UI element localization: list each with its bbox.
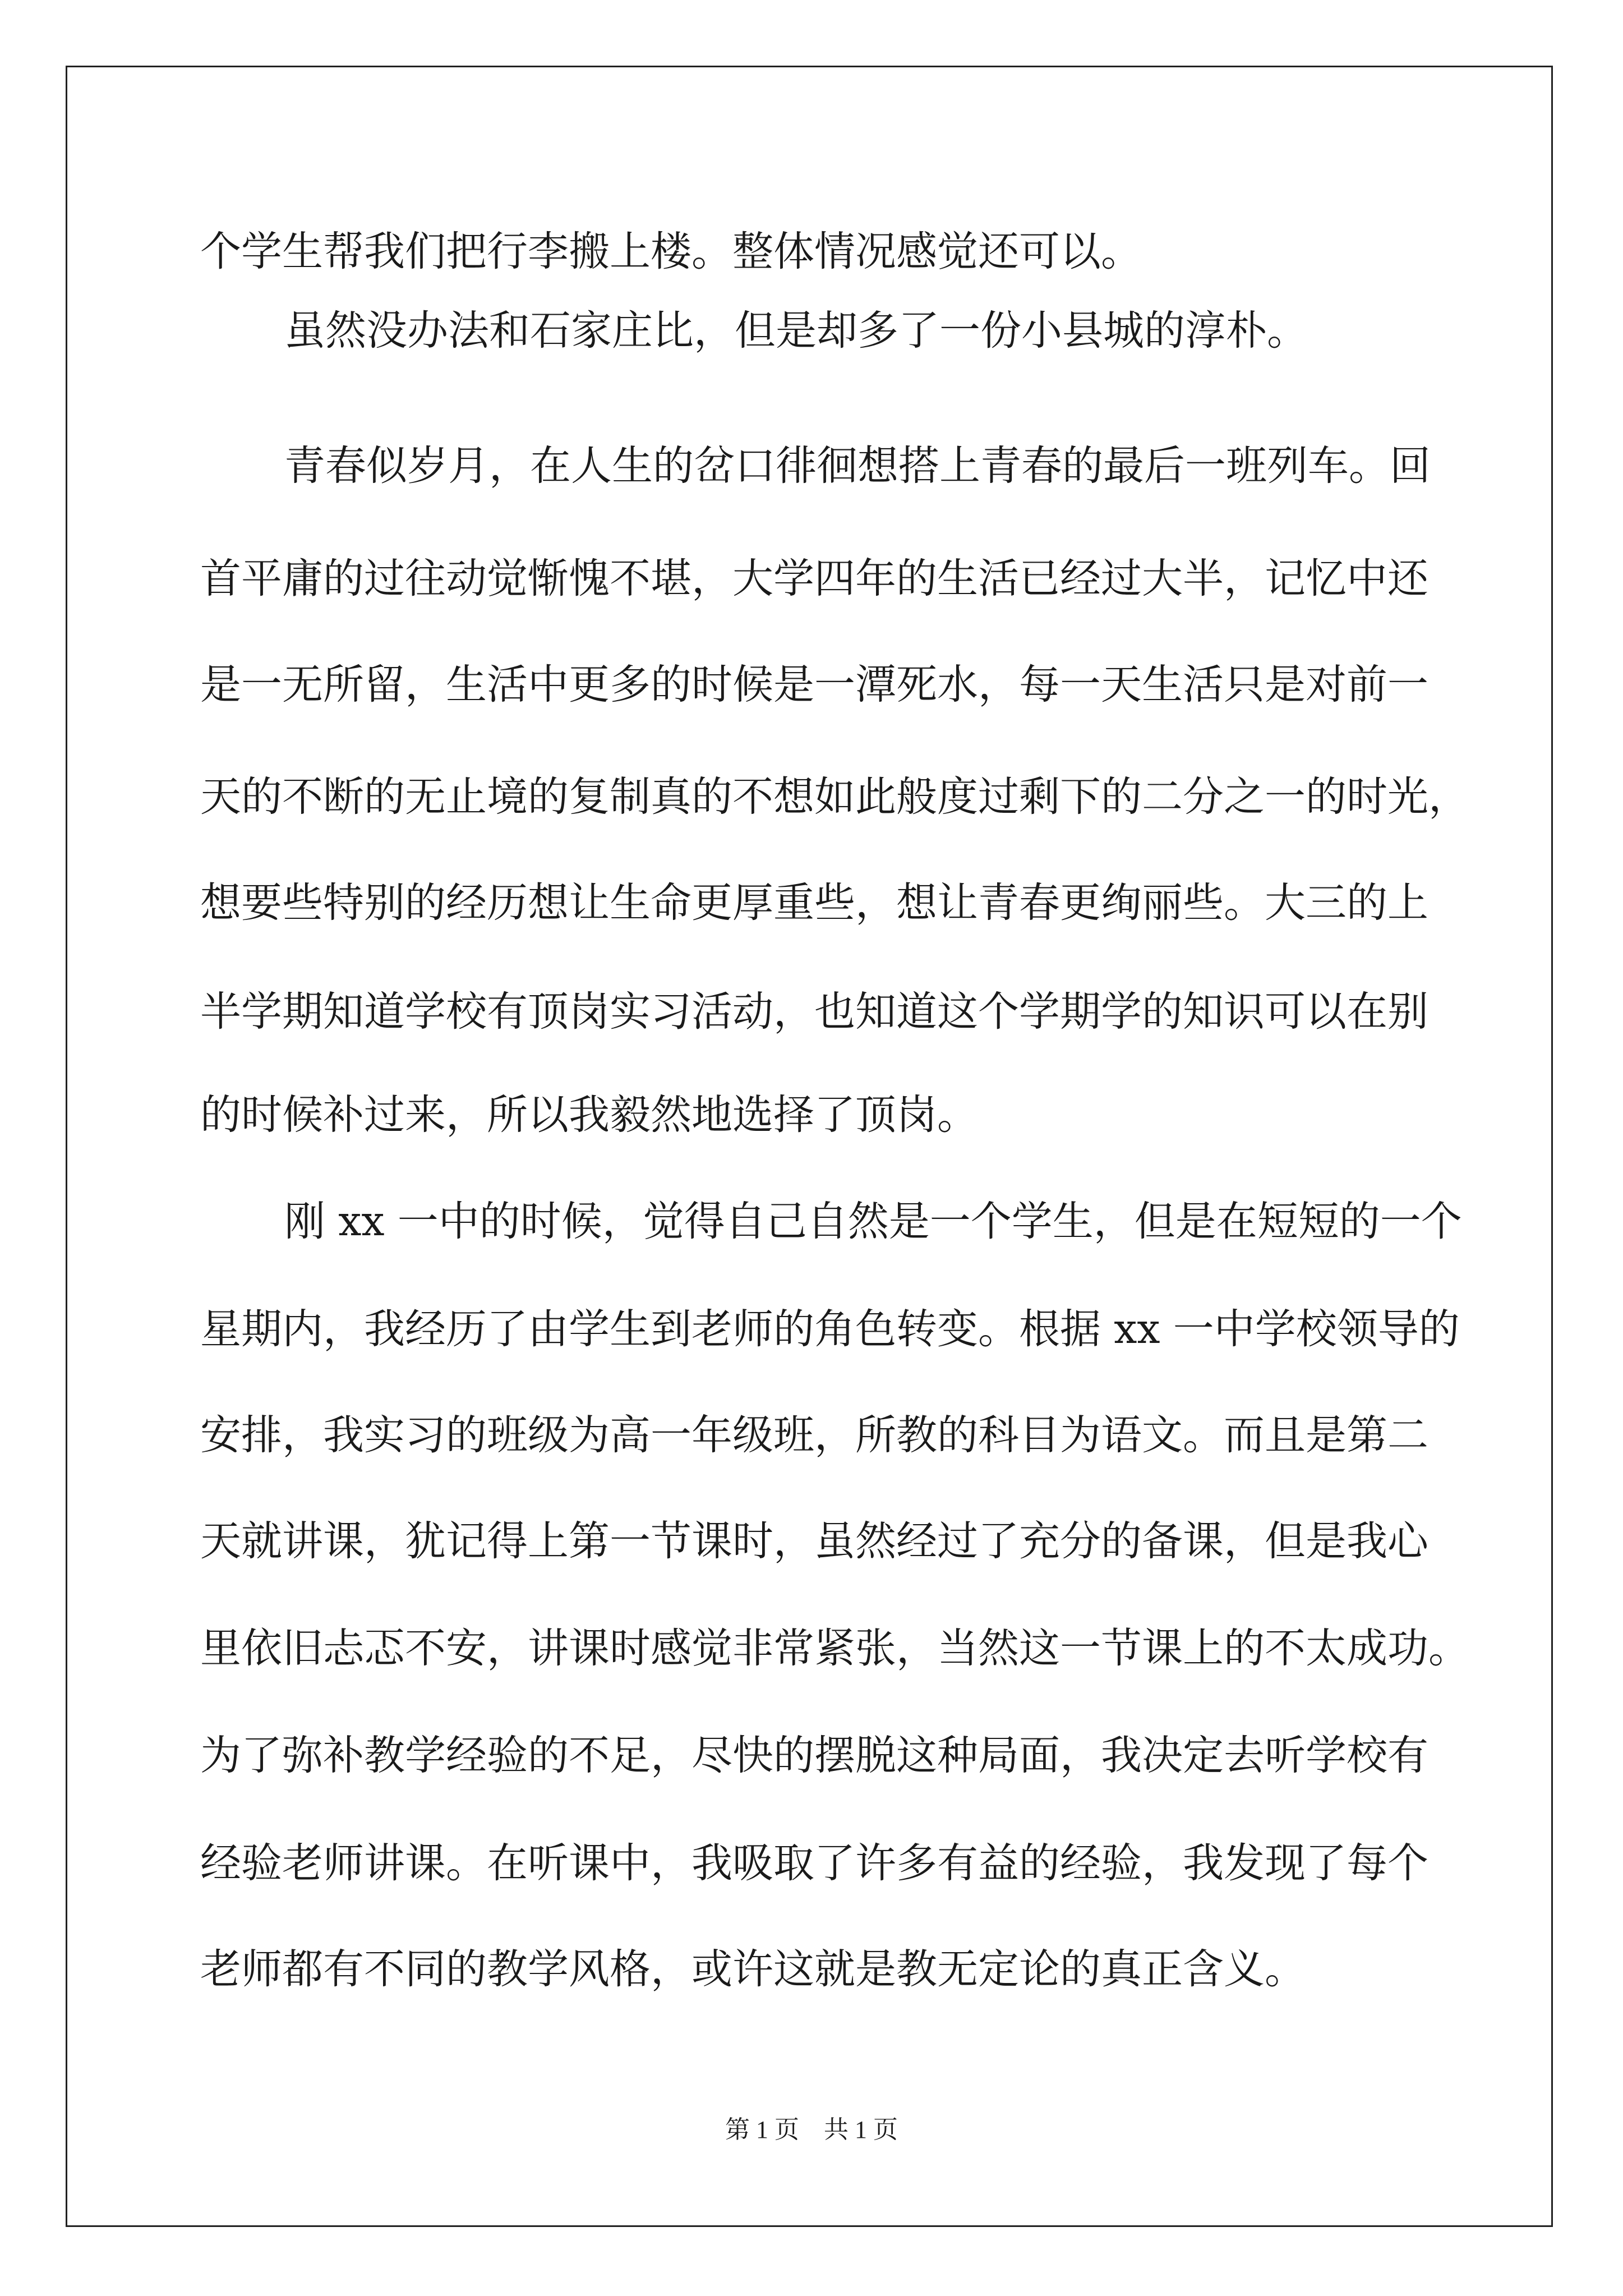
text-line: 是一无所留，生活中更多的时候是一潭死水，每一天生活只是对前一 (200, 661, 1428, 708)
page-number-footer: 第 1 页 共 1 页 (725, 2116, 898, 2143)
text-line: 里依旧忐忑不安，讲课时感觉非常紧张，当然这一节课上的不太成功。 (200, 1625, 1469, 1672)
text-line: 半学期知道学校有顶岗实习活动，也知道这个学期学的知识可以在别 (200, 988, 1428, 1036)
text-line: 的时候补过来，所以我毅然地选择了顶岗。 (200, 1091, 978, 1139)
text-line: 天就讲课，犹记得上第一节课时，虽然经过了充分的备课，但是我心 (200, 1517, 1428, 1565)
text-line: 青春似岁月，在人生的岔口徘徊想搭上青春的最后一班列车。回 (284, 442, 1431, 490)
text-line: 虽然没办法和石家庄比，但是却多了一份小县城的淳朴。 (284, 307, 1308, 355)
text-line: 星期内，我经历了由学生到老师的角色转变。根据 xx 一中学校领导的 (200, 1305, 1460, 1353)
page-border (66, 66, 1553, 2227)
text-line: 想要些特别的经历想让生命更厚重些，想让青春更绚丽些。大三的上 (200, 879, 1428, 927)
text-line: 个学生帮我们把行李搬上楼。整体情况感觉还可以。 (200, 228, 1142, 275)
text-line: 首平庸的过往动觉惭愧不堪，大学四年的生活已经过大半，记忆中还 (200, 555, 1428, 602)
text-line: 刚 xx 一中的时候，觉得自己自然是一个学生，但是在短短的一个 (284, 1198, 1462, 1245)
text-line: 为了弥补教学经验的不足，尽快的摆脱这种局面，我决定去听学校有 (200, 1732, 1428, 1779)
text-line: 老师都有不同的教学风格，或许这就是教无定论的真正含义。 (200, 1945, 1306, 1993)
text-line: 安排，我实习的班级为高一年级班，所教的科目为语文。而且是第二 (200, 1411, 1428, 1459)
text-line: 经验老师讲课。在听课中，我吸取了许多有益的经验，我发现了每个 (200, 1839, 1428, 1887)
text-line: 天的不断的无止境的复制真的不想如此般度过剩下的二分之一的时光， (200, 773, 1469, 821)
